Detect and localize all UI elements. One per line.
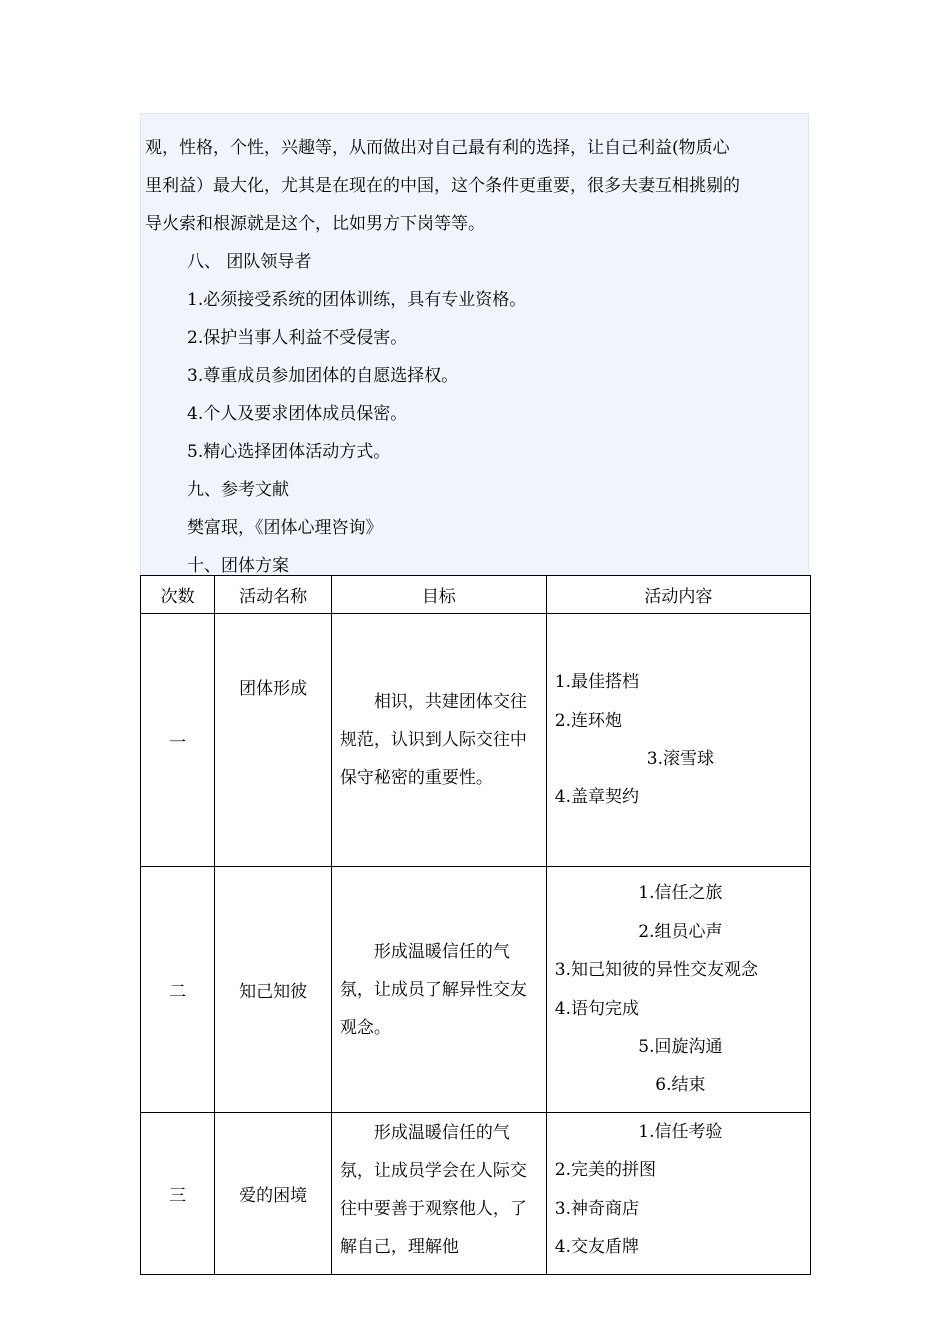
content-item: 5.回旋沟通 [638, 1036, 723, 1057]
content-item: 1.信任之旅 [638, 883, 723, 904]
section-heading: 八、 团队领导者 [187, 252, 312, 272]
paragraph-line: 导火索和根源就是这个，比如男方下岗等等。 [145, 214, 485, 234]
activity-goal: 形成温暖信任的气氛，让成员了解异性交友观念。 [331, 867, 546, 1113]
content-item: 2.完美的拼图 [554, 1160, 657, 1181]
list-item: 5.精心选择团体活动方式。 [187, 442, 391, 462]
activity-name: 知己知彼 [215, 867, 332, 1113]
content-item: 2.组员心声 [638, 921, 723, 942]
table-row [141, 867, 811, 1113]
content-item: 3.滚雪球 [646, 749, 715, 769]
content-item: 4.盖章契约 [554, 787, 640, 808]
section-heading: 九、参考文献 [187, 480, 289, 500]
table-row [141, 614, 811, 867]
list-item: 4.个人及要求团体成员保密。 [187, 404, 408, 424]
list-item: 3.尊重成员参加团体的自愿选择权。 [187, 366, 459, 386]
list-item: 1.必须接受系统的团体训练，具有专业资格。 [187, 290, 527, 310]
reference-entry: 樊富珉，《团体心理咨询》 [187, 518, 383, 538]
activity-goal: 相识，共建团体交往规范，认识到人际交往中保守秘密的重要性。 [331, 614, 546, 867]
activity-name: 爱的困境 [215, 1113, 332, 1275]
content-item: 3.神奇商店 [554, 1198, 640, 1219]
content-item: 3.知己知彼的异性交友观念 [554, 960, 759, 981]
activity-content [546, 1113, 810, 1275]
header-cell: 次数 [141, 576, 215, 614]
content-item: 2.连环炮 [554, 710, 623, 731]
section-heading: 十、团体方案 [187, 556, 289, 576]
header-cell: 目标 [331, 576, 546, 614]
content-item: 4.语句完成 [554, 998, 640, 1019]
session-number: 二 [141, 867, 215, 1113]
content-item: 1.信任考验 [638, 1122, 723, 1142]
content-item: 4.交友盾牌 [554, 1237, 640, 1258]
content-item: 6.结束 [655, 1075, 706, 1096]
header-cell: 活动内容 [546, 576, 810, 614]
text-block [140, 113, 809, 575]
header-cell: 活动名称 [215, 576, 332, 614]
paragraph-line: 观，性格，个性，兴趣等，从而做出对自己最有利的选择，让自己利益(物质心 [145, 138, 730, 158]
activity-goal: 形成温暖信任的气氛，让成员学会在人际交往中要善于观察他人，了解自己，理解他 [331, 1113, 546, 1275]
session-number: 一 [141, 614, 215, 867]
plan-table [140, 575, 811, 1275]
paragraph-line: 里利益）最大化，尤其是在现在的中国，这个条件更重要，很多夫妻互相挑剔的 [145, 176, 740, 196]
activity-content [546, 867, 810, 1113]
activity-name: 团体形成 [215, 614, 332, 867]
activity-content [546, 614, 810, 867]
table-row [141, 1113, 811, 1275]
list-item: 2.保护当事人利益不受侵害。 [187, 328, 408, 348]
session-number: 三 [141, 1113, 215, 1275]
table-header-row [141, 576, 811, 614]
content-item: 1.最佳搭档 [554, 672, 640, 693]
